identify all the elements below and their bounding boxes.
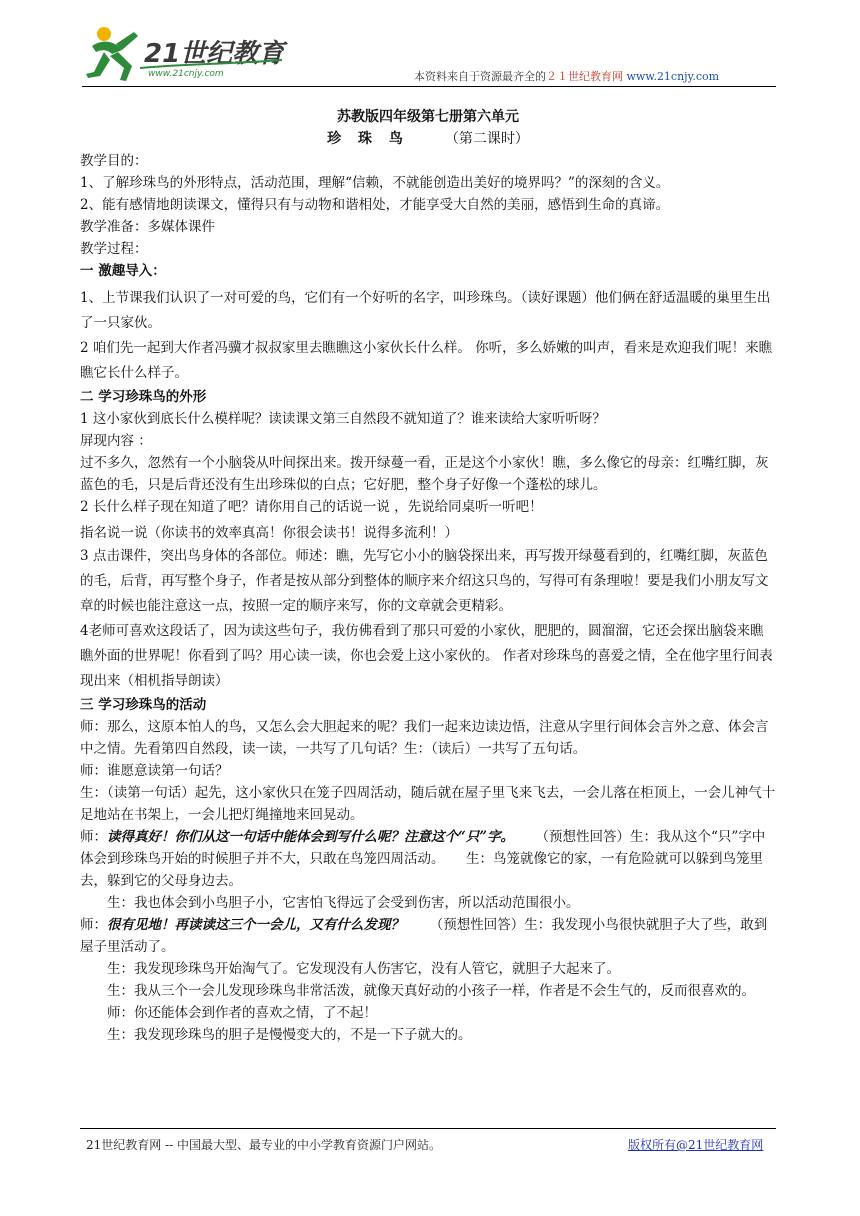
paragraph: 生：我也体会到小鸟胆子小，它害怕飞得远了会受到伤害，所以活动范围很小。 — [107, 895, 580, 911]
header-note-highlight: ２１世纪教育网 — [546, 70, 623, 83]
doc-subtitle-main: 珍 珠 鸟 — [327, 131, 409, 147]
header-divider — [82, 86, 776, 87]
paragraph: 4老师可喜欢这段话了，因为读这些句子，我仿佛看到了那只可爱的小家伙，肥肥的，圆溜溜，它还会探出脑袋来瞧瞧外面的世界呢！你看到了吗？用心读一读，你也会爱上这小家伙的。 作者对珍珠鸟的喜爱之情，全在他字里行间表现出来（相机指导朗读） — [80, 623, 773, 689]
paragraph: 2 咱们先一起到大作者冯骥才叔叔家里去瞧瞧这小家伙长什么样。 你听，多么娇嫩的叫声，看来是欢迎我们呢！来瞧瞧它长什么样子。 — [80, 340, 773, 381]
emphasis-text: 很有见地！再读读这三个一会儿，又有什么发现？ — [107, 917, 404, 933]
header-note-prefix: 本资料来自于资源最齐全的 — [414, 70, 546, 83]
paragraph: 生：我发现珍珠鸟的胆子是慢慢变大的，不是一下子就大的。 — [107, 1027, 472, 1043]
paragraph: 1 这小家伙到底长什么模样呢？读读课文第三自然段不就知道了？谁来读给大家听听呀？ — [80, 411, 606, 427]
paragraph — [80, 914, 776, 958]
paragraph: 师：那么，这原本怕人的鸟，又怎么会大胆起来的呢？我们一起来边读边悟，注意从字里行间体会言外之意、体会言中之情。先看第四自然段，读一读，一共写了几句话？生：（读后）一共写了五句话。 — [80, 719, 769, 757]
header-note-url: www.21cnjy.com — [626, 70, 720, 83]
logo-url: www.21cnjy.com — [148, 69, 224, 79]
section-heading: 三 学习珍珠鸟的活动 — [80, 697, 207, 713]
paragraph: 屏现内容 ： — [80, 433, 152, 449]
paragraph: 指名说一说（你读书的效率真高！你很会读书！说得多流利！） — [80, 525, 458, 541]
paragraph: 3 点击课件，突出鸟身体的各部位。师述：瞧，先写它小小的脑袋探出来，再写拨开绿蔓看到的，红嘴红脚，灰蓝色的毛，后背，再写整个身子，作者是按从部分到整体的顺序来介绍这只鸟的，写得可有条理啦！要是我们小朋友写文章的时候也能注意这一点，按照一定的顺序来写，你的文章就会更精彩。 — [80, 548, 769, 614]
footer-text: 21世纪教育网 -- 中国最大型、最专业的中小学教育资源门户网站。 — [86, 1138, 442, 1152]
paragraph: 生：我发现珍珠鸟开始淘气了。它发现没有人伤害它，没有人管它，就胆子大起来了。 — [107, 961, 620, 977]
paragraph: 过不多久，忽然有一个小脑袋从叶间探出来。拨开绿蔓一看，正是这个小家伙！瞧，多么像它的母亲：红嘴红脚，灰蓝色的毛，只是后背还没有生出珍珠似的白点；它好肥，整个身子好像一个蓬松的球儿。 — [80, 455, 769, 493]
paragraph: 师：谁愿意读第一句话？ — [80, 763, 229, 779]
emphasis-text: 读得真好！你们从这一句话中能体会到写什么呢？注意这个“只”字。 — [107, 829, 515, 845]
site-logo — [82, 24, 292, 84]
paragraph — [80, 826, 776, 892]
paragraph: 教学准备：多媒体课件 — [80, 219, 215, 235]
footer-divider — [80, 1128, 776, 1129]
doc-subtitle — [80, 128, 776, 150]
teacher-label: 师： — [80, 917, 107, 933]
logo-text: 21世纪教育 — [144, 39, 285, 69]
runner-icon — [86, 27, 138, 81]
header-note — [414, 68, 719, 84]
page-header — [0, 0, 860, 90]
paragraph: 教学目的： — [80, 153, 148, 169]
response-text: （预想性回答）生：我从这个“只”字中体会到珍珠鸟开始的时候胆子并不大，只敢在鸟笼四周活动。 — [80, 829, 766, 867]
paragraph: 教学过程： — [80, 241, 148, 257]
response-text: （预想性回答）生：我发现小鸟很快就胆子大了些，敢到屋子里活动了。 — [80, 917, 768, 955]
response-text: 生：鸟笼就像它的家，一有危险就可以躲到鸟笼里去，躲到它的父母身边去。 — [80, 851, 763, 889]
section-heading: 二 学习珍珠鸟的外形 — [80, 389, 207, 405]
paragraph: 1、上节课我们认识了一对可爱的鸟，它们有一个好听的名字，叫珍珠鸟。（读好课题）他们俩在舒适温暖的巢里生出了一只家伙。 — [80, 290, 771, 331]
doc-title: 苏教版四年级第七册第六单元 — [337, 109, 519, 125]
document-body — [80, 106, 776, 1046]
paragraph: 2、能有感情地朗读课文，懂得只有与动物和谐相处，才能享受大自然的美丽，感悟到生命的真谛。 — [80, 197, 670, 213]
paragraph: 1、了解珍珠鸟的外形特点，活动范围，理解“信赖，不就能创造出美好的境界吗？”的深刻的含义。 — [80, 175, 670, 191]
paragraph: 生：（读第一句话）起先，这小家伙只在笼子四周活动，随后就在屋子里飞来飞去，一会儿落在柜顶上，一会儿神气十足地站在书架上，一会儿把灯绳撞地来回晃动。 — [80, 785, 776, 823]
doc-subtitle-lesson: （第二课时） — [444, 131, 529, 147]
teacher-label: 师： — [80, 829, 107, 845]
paragraph: 师：你还能体会到作者的喜欢之情，了不起！ — [107, 1005, 377, 1021]
footer-copyright-link[interactable]: 版权所有@21世纪教育网 — [628, 1138, 764, 1152]
section-heading: 一 激趣导入： — [80, 263, 166, 279]
paragraph: 2 长什么样子现在知道了吧？请你用自己的话说一说 ，先说给同桌听一听吧！ — [80, 499, 543, 515]
paragraph: 生：我从三个一会儿发现珍珠鸟非常活泼，就像天真好动的小孩子一样，作者是不会生气的，反而很喜欢的。 — [107, 983, 755, 999]
